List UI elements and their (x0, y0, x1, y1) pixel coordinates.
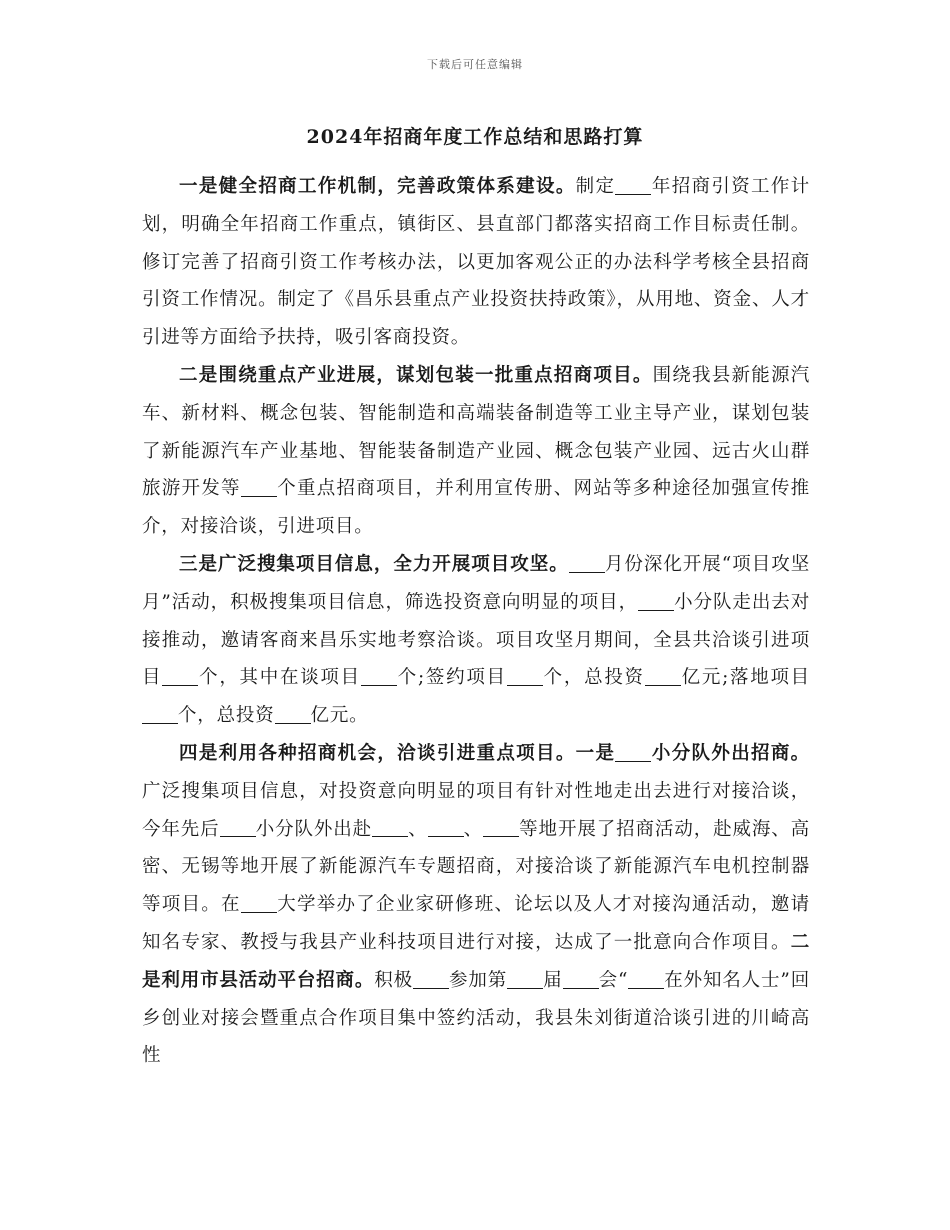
fill-in-blank (361, 667, 397, 687)
fill-in-blank (563, 969, 599, 989)
text-run: 亿元。 (310, 705, 369, 727)
subheading-1-prefix: 一是 (575, 742, 616, 764)
paragraph-2 (142, 357, 810, 546)
text-run: 小分队走出去对接推动，邀请客商来昌乐实地考察洽谈。项目攻坚月期间，全县共洽谈引进项目 (142, 591, 810, 689)
subheading-1: 小分队外出招商。 (651, 742, 810, 764)
fill-in-blank (241, 478, 277, 498)
paragraph-3-heading: 三是广泛搜集项目信息，全力开展项目攻坚。 (179, 553, 569, 575)
text-run: 参加第 (448, 969, 508, 991)
text-run: 个;签约项目 (396, 667, 507, 689)
text-run: 个，总投资 (542, 667, 645, 689)
document-title: 2024年招商年度工作总结和思路打算 (306, 126, 644, 148)
header-note: 下载后可任意编辑 (427, 58, 523, 71)
fill-in-blank (428, 818, 464, 838)
paragraph-4-heading: 四是利用各种招商机会，洽谈引进重点项目。 (179, 742, 576, 764)
fill-in-blank (645, 667, 681, 687)
text-run: 等地开展了招商活动，赴威海、高密、无锡等地开展了新能源汽车专题招商，对接洽谈了新能源汽车电机控制器等项目。在 (142, 818, 810, 916)
paragraph-3 (142, 546, 810, 735)
fill-in-blank (162, 667, 198, 687)
text-run: 会“ (598, 969, 629, 991)
text-run: 、 (408, 818, 428, 840)
text-run: 积极 (374, 969, 413, 991)
fill-in-blank (220, 818, 256, 838)
paragraph-4 (142, 735, 810, 1075)
text-run: 围绕我县新能源汽车、新材料、概念包装、智能制造和高端装备制造等工业主导产业，谋划包装了新能源汽车产业基地、智能装备制造产业园、概念包装产业园、远古火山群旅游开发等 (142, 364, 811, 500)
text-run: 制定 (575, 176, 616, 197)
text-run: 个，其中在谈项目 (198, 667, 361, 689)
paragraph-2-heading: 二是围绕重点产业进展，谋划包装一批重点招商项目。 (179, 364, 653, 386)
fill-in-blank (628, 969, 664, 989)
text-run: 个重点招商项目，并利用宣传册、网站等多种途径加强宣传推介，对接洽谈，引进项目。 (142, 478, 810, 538)
paragraph-1-heading: 一是健全招商工作机制，完善政策体系建设。 (179, 176, 576, 197)
fill-in-blank (413, 969, 449, 989)
text-run: 小分队外出赴 (255, 818, 373, 840)
text-run: 大学举办了企业家研修班、论坛以及人才对接沟通活动，邀请知名专家、教授与我县产业科技项目进行对接，达成了一批意向合作项目。 (142, 894, 810, 953)
fill-in-blank (638, 591, 674, 611)
text-run: 月份深化开展“项目攻坚月”活动，积极搜集项目信息，筛选投资意向明显的项目， (142, 553, 810, 613)
document-body (142, 168, 810, 1075)
text-run: 在外知名人士”回乡创业对接会暨重点合作项目集中签约活动，我县朱刘街道洽谈引进的川崎高性 (142, 969, 810, 1067)
text-run: 广泛搜集项目信息，对投资意向明显的项目有针对性地走出去进行对接洽谈，今年先后 (142, 780, 810, 840)
fill-in-blank (569, 553, 605, 573)
fill-in-blank (142, 704, 178, 724)
text-run: 个，总投资 (178, 705, 275, 727)
fill-in-blank (483, 818, 519, 838)
text-run: 年招商引资工作计划，明确全年招商工作重点，镇街区、县直部门都落实招商工作目标责任制。修订完善了招商引资工作考核办法，以更加客观公正的办法科学考核全县招商引资工作情况。制定了《昌乐县重点产业投资扶持政策》，从用地、资金、人才引进等方面给予扶持，吸引客商投资。 (142, 176, 810, 349)
text-run: 亿元;落地项目 (680, 667, 810, 689)
paragraph-1 (142, 168, 810, 357)
subheading-2: 二是利用市县活动平台招商。 (142, 931, 810, 991)
text-run: 、 (463, 818, 484, 840)
fill-in-blank (275, 704, 311, 724)
fill-in-blank (507, 667, 543, 687)
fill-in-blank (615, 742, 651, 762)
text-run: 届 (543, 969, 563, 991)
fill-in-blank (372, 818, 408, 838)
fill-in-blank (615, 175, 651, 195)
fill-in-blank (241, 893, 277, 913)
fill-in-blank (507, 969, 543, 989)
